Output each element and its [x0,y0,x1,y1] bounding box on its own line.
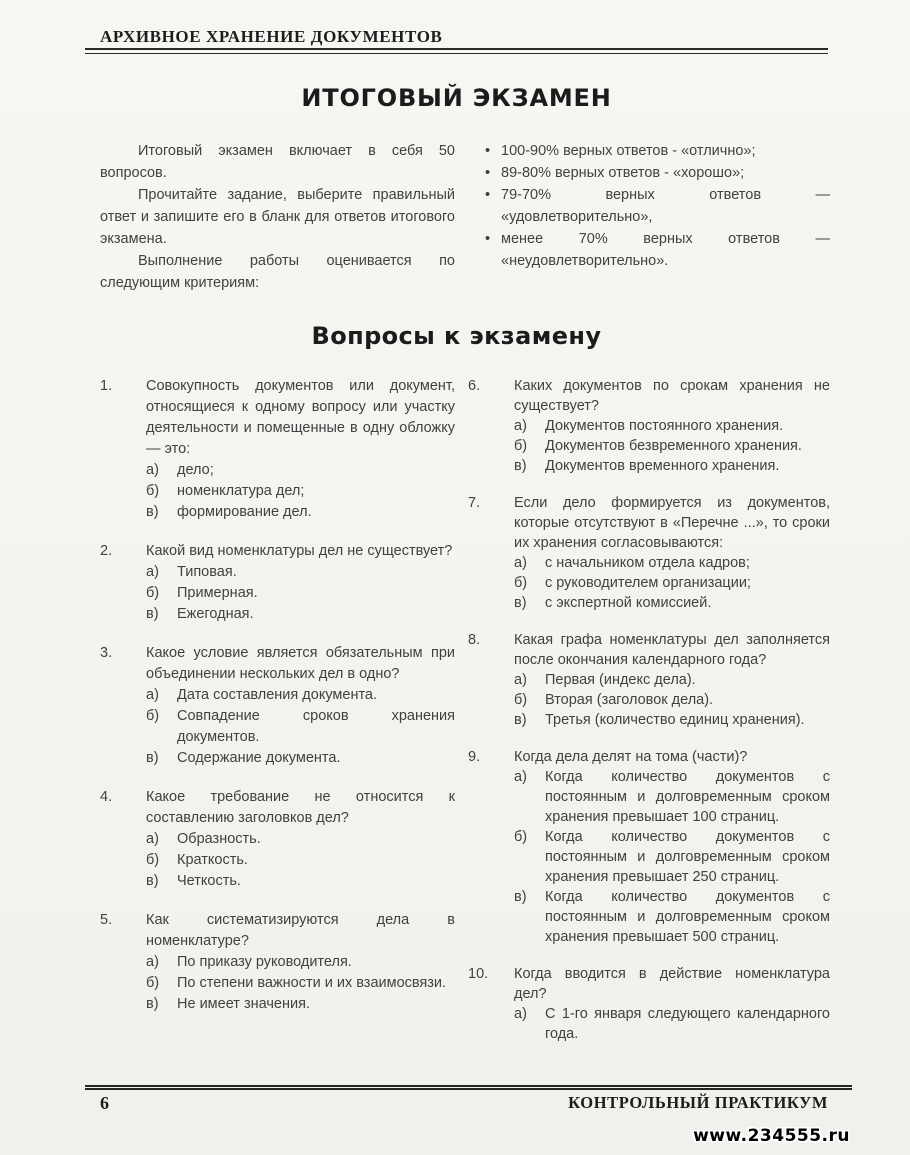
criteria-text: 79-70% верных ответов — «удовлетворительно», [501,187,830,225]
footer-label: КОНТРОЛЬНЫЙ ПРАКТИКУМ [568,1093,828,1112]
question-block [468,747,830,947]
option-letter: б) [146,708,160,724]
question-number: 9. [468,749,481,765]
criteria-text: менее 70% верных ответов — «неудовлетворительно». [501,231,830,269]
option-text: Вторая (заголовок дела). [545,692,714,708]
option-text: Когда количество документов с постоянным и долговременным сроком хранения превышает 500 страниц. [545,889,830,945]
question-block [100,910,455,1015]
question-number: 2. [100,543,113,559]
page-number: 6 [100,1093,109,1113]
intro-paragraph: Выполнение работы оценивается по следующим критериям: [100,253,455,291]
option-row [146,850,455,871]
question-text: Какое требование не относится к составлению заголовков дел? [146,789,455,826]
option-letter: б) [514,438,528,454]
question-number: 5. [100,912,113,928]
option-letter: в) [514,595,527,611]
option-text: Не имеет значения. [177,996,310,1012]
option-text: Совпадение сроков хранения документов. [177,708,455,745]
criteria-item [468,140,830,162]
option-text: Документов временного хранения. [545,458,780,474]
option-text: По приказу руководителя. [177,954,352,970]
option-text: дело; [177,462,214,478]
intro-paragraph: Итоговый экзамен включает в себя 50 вопросов. [100,143,455,181]
option-text: номенклатура дел; [177,483,305,499]
question-body [514,747,830,947]
question-body [146,910,455,1015]
option-text: Третья (количество единиц хранения). [545,712,805,728]
option-letter: б) [514,829,528,845]
option-text: Документов безвременного хранения. [545,438,802,454]
option-row [514,456,830,476]
grading-criteria-list [468,140,830,294]
question-body [514,630,830,730]
question-body [514,964,830,1044]
option-letter: а) [146,462,159,478]
option-letter: б) [146,975,160,991]
option-row [146,871,455,892]
bullet-icon: • [485,143,491,159]
intro-paragraph: Прочитайте задание, выберите правильный ответ и запишите его в бланк для ответов итогового экзамена. [100,187,455,247]
option-text: Ежегодная. [177,606,254,622]
question-body [514,493,830,613]
option-row [146,604,455,625]
option-row [514,416,830,436]
option-row [514,573,830,593]
criteria-item [468,184,830,228]
option-row [514,710,830,730]
criteria-text: 100-90% верных ответов - «отлично»; [501,143,756,159]
question-block [100,643,455,769]
option-letter: а) [146,687,159,703]
option-row [514,670,830,690]
intro-paragraphs [100,140,455,294]
option-letter: в) [146,606,159,622]
question-body [514,376,830,476]
question-number: 1. [100,378,113,394]
questions-right-column [468,376,830,1061]
option-letter: б) [514,692,528,708]
option-row [146,583,455,604]
section-title: Вопросы к экзамену [311,322,602,350]
question-number: 10. [468,966,489,982]
option-row [146,562,455,583]
criteria-item [468,228,830,272]
option-row [146,481,455,502]
option-letter: в) [146,504,159,520]
option-text: Образность. [177,831,261,847]
option-text: с начальником отдела кадров; [545,555,750,571]
question-number: 7. [468,495,481,511]
header-double-rule [85,48,828,54]
option-text: Типовая. [177,564,237,580]
question-text: Совокупность документов или документ, относящиеся к одному вопросу или участку деятельности и помещенные в одну обложку — это: [146,378,455,457]
question-number: 4. [100,789,113,805]
option-letter: а) [146,564,159,580]
question-text: Какая графа номенклатуры дел заполняется после окончания календарного года? [514,632,830,668]
question-block [468,964,830,1044]
option-text: Четкость. [177,873,241,889]
option-letter: в) [146,750,159,766]
questions-section [100,376,830,1061]
option-text: с руководителем организации; [545,575,751,591]
option-row [514,593,830,613]
option-row [146,952,455,973]
option-letter: в) [146,873,159,889]
page-title: ИТОГОВЫЙ ЭКЗАМЕН [301,84,612,112]
question-text: Когда дела делят на тома (части)? [514,749,748,765]
running-footer [100,1093,828,1114]
footer-double-rule [85,1085,852,1090]
option-row [514,690,830,710]
option-letter: в) [514,712,527,728]
option-letter: в) [514,458,527,474]
option-text: Документов постоянного хранения. [545,418,784,434]
option-row [514,767,830,827]
question-text: Если дело формируется из документов, которые отсутствуют в «Перечне ...», то сроки их хранения согласовываются: [514,495,830,551]
question-number: 3. [100,645,113,661]
option-text: Когда количество документов с постоянным и долговременным сроком хранения превышает 100 страниц. [545,769,830,825]
question-body [146,541,455,625]
option-text: Содержание документа. [177,750,341,766]
option-letter: а) [514,418,527,434]
option-letter: а) [514,555,527,571]
question-block [100,787,455,892]
option-letter: а) [146,954,159,970]
question-text: Какое условие является обязательным при объединении нескольких дел в одно? [146,645,455,682]
option-text: Когда количество документов с постоянным и долговременным сроком хранения превышает 250 страниц. [545,829,830,885]
option-row [146,829,455,850]
option-text: Первая (индекс дела). [545,672,696,688]
option-row [146,502,455,523]
running-header-title: АРХИВНОЕ ХРАНЕНИЕ ДОКУМЕНТОВ [100,27,443,46]
option-text: с экспертной комиссией. [545,595,712,611]
option-row [146,748,455,769]
questions-left-column [100,376,455,1061]
option-letter: а) [514,672,527,688]
option-row [514,827,830,887]
option-letter: а) [514,769,527,785]
question-number: 8. [468,632,481,648]
question-body [146,376,455,523]
option-letter: в) [146,996,159,1012]
question-block [468,376,830,476]
option-row [146,685,455,706]
option-row [146,973,455,994]
option-text: Краткость. [177,852,248,868]
option-row [146,994,455,1015]
question-block [100,376,455,523]
option-row [514,1004,830,1044]
option-letter: б) [514,575,528,591]
option-row [514,553,830,573]
question-text: Какой вид номенклатуры дел не существует? [146,543,453,559]
option-text: формирование дел. [177,504,312,520]
bullet-icon: • [485,187,491,203]
question-number: 6. [468,378,481,394]
option-letter: б) [146,585,160,601]
question-body [146,787,455,892]
option-letter: б) [146,852,160,868]
option-row [146,706,455,748]
question-block [100,541,455,625]
question-body [146,643,455,769]
option-letter: б) [146,483,160,499]
option-row [514,887,830,947]
bullet-icon: • [485,231,491,247]
question-block [468,493,830,613]
question-text: Каких документов по срокам хранения не существует? [514,378,830,414]
option-text: Дата составления документа. [177,687,378,703]
option-text: Примерная. [177,585,258,601]
option-text: С 1-го января следующего календарного года. [545,1006,830,1042]
criteria-item [468,162,830,184]
option-row [514,436,830,456]
intro-section [100,140,830,294]
option-letter: а) [514,1006,527,1022]
option-row [146,460,455,481]
question-block [468,630,830,730]
criteria-text: 89-80% верных ответов - «хорошо»; [501,165,745,181]
option-text: По степени важности и их взаимосвязи. [177,975,447,991]
question-text: Когда вводится в действие номенклатура дел? [514,966,830,1002]
option-letter: в) [514,889,527,905]
bullet-icon: • [485,165,491,181]
option-letter: а) [146,831,159,847]
watermark-url: www.234555.ru [693,1126,850,1146]
question-text: Как систематизируются дела в номенклатуре? [146,912,455,949]
